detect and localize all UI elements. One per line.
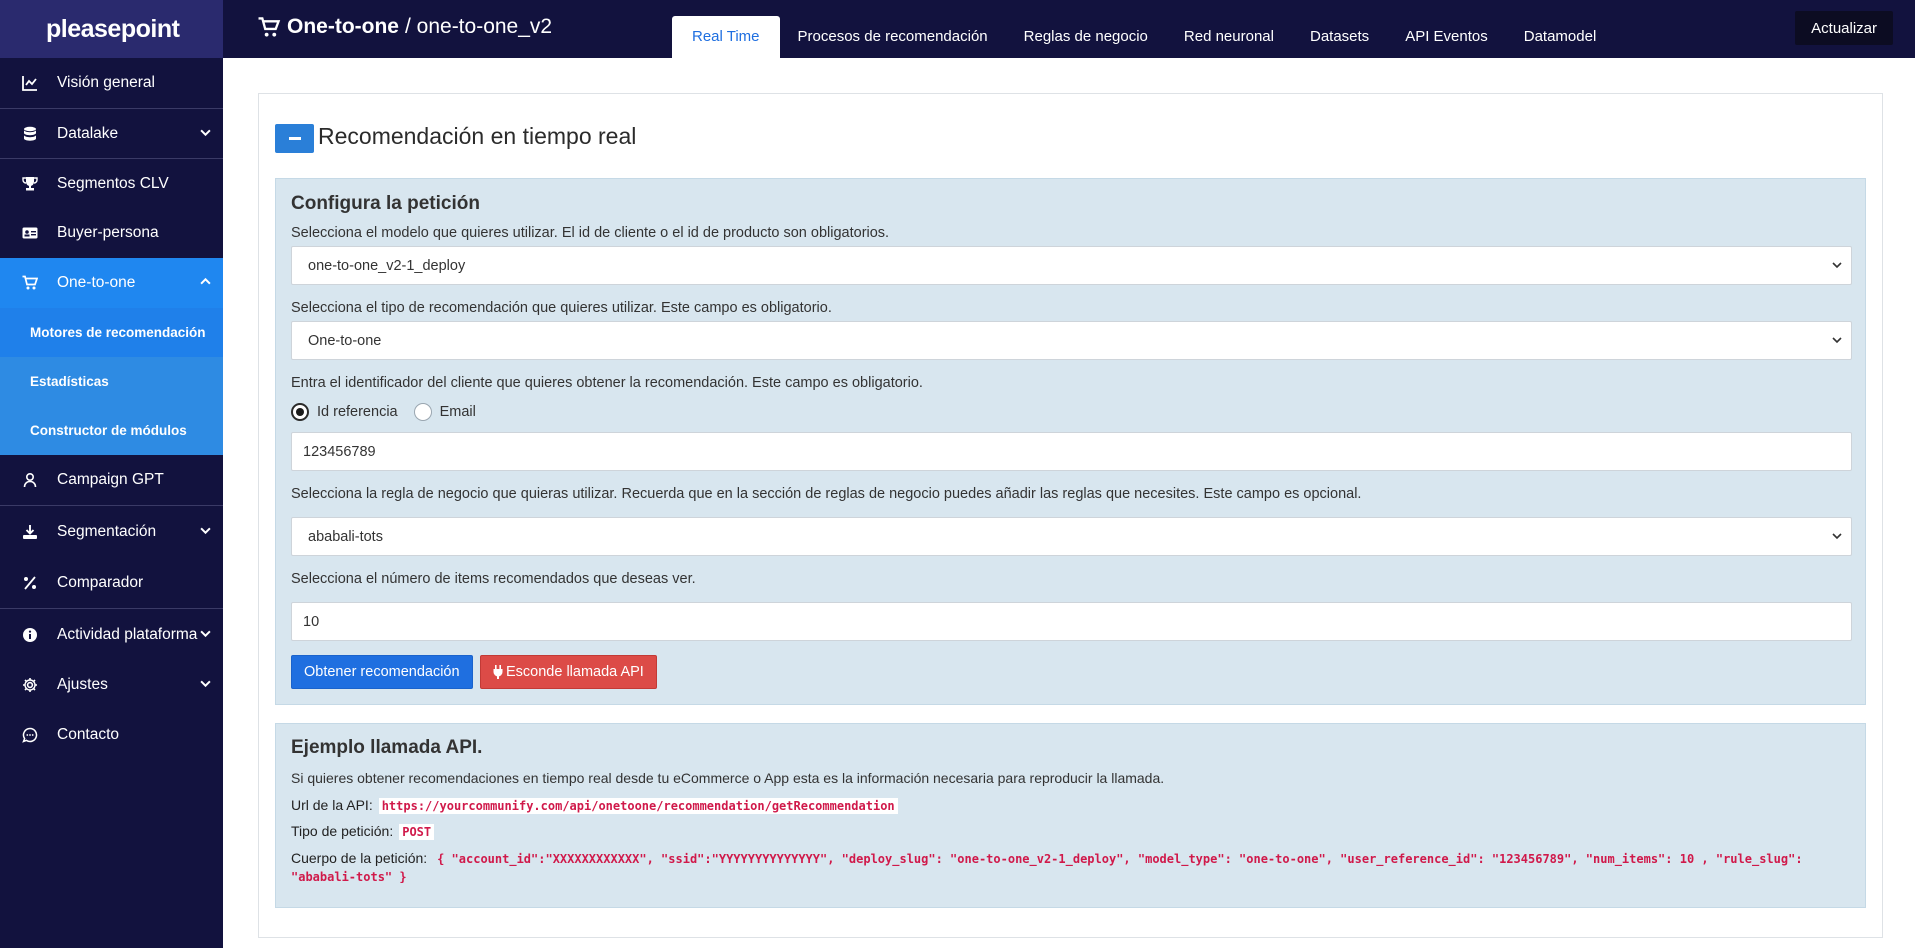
client-label: Entra el identificador del cliente que quieres obtener la recomendación. Este campo es obligatorio. xyxy=(291,375,923,391)
sidebar-subitem-constructor[interactable]: Constructor de módulos xyxy=(30,423,187,438)
page-subtitle: / one-to-one_v2 xyxy=(404,15,553,38)
items-input[interactable]: 10 xyxy=(291,602,1852,641)
tab-reglas-negocio[interactable]: Reglas de negocio xyxy=(1023,28,1148,45)
sidebar-item-label: Buyer-persona xyxy=(57,224,159,241)
update-button[interactable]: Actualizar xyxy=(1795,11,1893,45)
sidebar xyxy=(0,0,223,948)
chevron-up-icon xyxy=(200,274,211,292)
page-title: One-to-one xyxy=(287,15,399,38)
api-method-label: Tipo de petición: xyxy=(291,823,394,839)
api-method-row xyxy=(291,823,434,840)
card-title: Recomendación en tiempo real xyxy=(318,123,637,149)
rule-label: Selecciona la regla de negocio que quieras utilizar. Recuerda que en la sección de reglas de negocio puedes añadir las reglas que necesites. Este campo es opcional. xyxy=(291,486,1362,502)
sidebar-item-label: Contacto xyxy=(57,726,120,743)
api-example-panel xyxy=(275,723,1866,908)
trophy-icon xyxy=(19,176,41,192)
sidebar-item-actividad-plataforma[interactable] xyxy=(0,608,223,660)
api-url-row xyxy=(291,797,898,814)
user-icon xyxy=(19,472,41,488)
breadcrumb xyxy=(258,15,552,39)
top-bar xyxy=(223,0,1915,58)
hide-api-label: Esconde llamada API xyxy=(506,664,644,680)
sidebar-item-label: Segmentos CLV xyxy=(57,174,169,192)
info-icon xyxy=(19,627,41,643)
chevron-down-icon xyxy=(200,676,211,694)
tab-bar xyxy=(672,16,1614,58)
sidebar-item-label: Ajustes xyxy=(57,676,108,693)
radio-email[interactable] xyxy=(414,403,432,421)
config-panel xyxy=(275,178,1866,705)
chevron-down-icon xyxy=(1832,258,1842,274)
items-label: Selecciona el número de items recomendados que deseas ver. xyxy=(291,571,696,587)
sidebar-item-datalake[interactable] xyxy=(0,108,223,158)
sidebar-item-label: Campaign GPT xyxy=(57,471,164,488)
sidebar-item-segmentos-clv[interactable] xyxy=(0,158,223,208)
cart-icon xyxy=(19,275,41,291)
rule-select-value: ababali-tots xyxy=(308,528,383,545)
api-body-row xyxy=(291,850,1856,886)
tab-api-eventos[interactable]: API Eventos xyxy=(1405,28,1488,45)
gear-icon xyxy=(19,677,41,693)
chevron-down-icon xyxy=(1832,333,1842,349)
chevron-down-icon xyxy=(200,626,211,644)
sidebar-item-comparador[interactable] xyxy=(0,558,223,608)
type-label: Selecciona el tipo de recomendación que quieres utilizar. Este campo es obligatorio. xyxy=(291,300,832,316)
brand-logo[interactable]: pleasepoint xyxy=(0,0,223,58)
sidebar-item-label: Visión general xyxy=(57,74,155,91)
api-heading: Ejemplo llamada API. xyxy=(291,737,483,758)
tab-procesos-recomendacion[interactable]: Procesos de recomendación xyxy=(797,28,988,45)
api-description: Si quieres obtener recomendaciones en tiempo real desde tu eCommerce o App esta es la información necesaria para reproducir la llamada. xyxy=(291,770,1165,786)
sidebar-item-campaign-gpt[interactable] xyxy=(0,455,223,505)
type-select[interactable] xyxy=(291,321,1852,360)
sidebar-item-buyer-persona[interactable] xyxy=(0,208,223,258)
model-select[interactable] xyxy=(291,246,1852,285)
chat-icon xyxy=(19,727,41,743)
api-body-value: { "account_id":"XXXXXXXXXXXX", "ssid":"YYYYYYYYYYYYYY", "deploy_slug": "one-to-one_v2-1_deploy", "model_type": "one-to-one", "user_reference_id": "123456789", "num_items": 10 , "rule_slug": "ababali-tots" } xyxy=(291,852,1803,884)
id-card-icon xyxy=(19,225,41,241)
sidebar-item-label: Actividad plataforma xyxy=(57,625,198,643)
radio-id-referencia[interactable] xyxy=(291,403,309,421)
chart-line-icon xyxy=(19,75,41,91)
sidebar-item-label: One-to-one xyxy=(57,274,136,291)
radio-id-referencia-label: Id referencia xyxy=(317,404,398,420)
sidebar-subitem-motores[interactable]: Motores de recomendación xyxy=(0,308,223,357)
plug-icon xyxy=(493,665,503,679)
chevron-down-icon xyxy=(200,523,211,541)
client-id-type xyxy=(291,403,492,421)
model-label: Selecciona el modelo que quieres utilizar. El id de cliente o el id de producto son obligatorios. xyxy=(291,225,890,241)
sidebar-submenu xyxy=(0,308,223,455)
config-heading: Configura la petición xyxy=(291,193,480,214)
api-url-value: https://yourcommunify.com/api/onetoone/recommendation/getRecommendation xyxy=(379,798,898,814)
tab-datamodel[interactable]: Datamodel xyxy=(1523,28,1597,45)
rule-select[interactable] xyxy=(291,517,1852,556)
sidebar-item-contacto[interactable] xyxy=(0,710,223,760)
sidebar-subitem-estadisticas[interactable]: Estadísticas xyxy=(30,374,109,389)
sidebar-item-ajustes[interactable] xyxy=(0,660,223,710)
collapse-button[interactable] xyxy=(275,124,314,153)
chevron-down-icon xyxy=(200,125,211,143)
chevron-down-icon xyxy=(1832,529,1842,545)
realtime-card xyxy=(258,93,1883,938)
api-url-label: Url de la API: xyxy=(291,797,373,813)
type-select-value: One-to-one xyxy=(308,332,382,349)
sidebar-item-label: Segmentación xyxy=(57,523,157,540)
tab-red-neuronal[interactable]: Red neuronal xyxy=(1183,28,1274,45)
api-body-label: Cuerpo de la petición: xyxy=(291,850,428,866)
api-method-value: POST xyxy=(399,824,434,840)
cart-icon xyxy=(258,17,281,38)
sidebar-item-label: Comparador xyxy=(57,574,144,591)
radio-email-label: Email xyxy=(439,404,476,420)
tab-real-time[interactable]: Real Time xyxy=(672,16,780,58)
hide-api-button[interactable] xyxy=(480,655,657,689)
client-id-input[interactable]: 123456789 xyxy=(291,432,1852,471)
download-icon xyxy=(19,524,41,540)
sidebar-item-one-to-one[interactable] xyxy=(0,258,223,308)
sidebar-item-vision-general[interactable] xyxy=(0,58,223,108)
database-icon xyxy=(19,126,41,142)
tab-datasets[interactable]: Datasets xyxy=(1309,28,1370,45)
sidebar-item-segmentacion[interactable] xyxy=(0,505,223,558)
model-select-value: one-to-one_v2-1_deploy xyxy=(308,257,466,274)
percent-icon xyxy=(19,575,41,591)
get-recommendation-button[interactable]: Obtener recomendación xyxy=(291,655,473,689)
sidebar-item-label: Datalake xyxy=(57,124,119,142)
